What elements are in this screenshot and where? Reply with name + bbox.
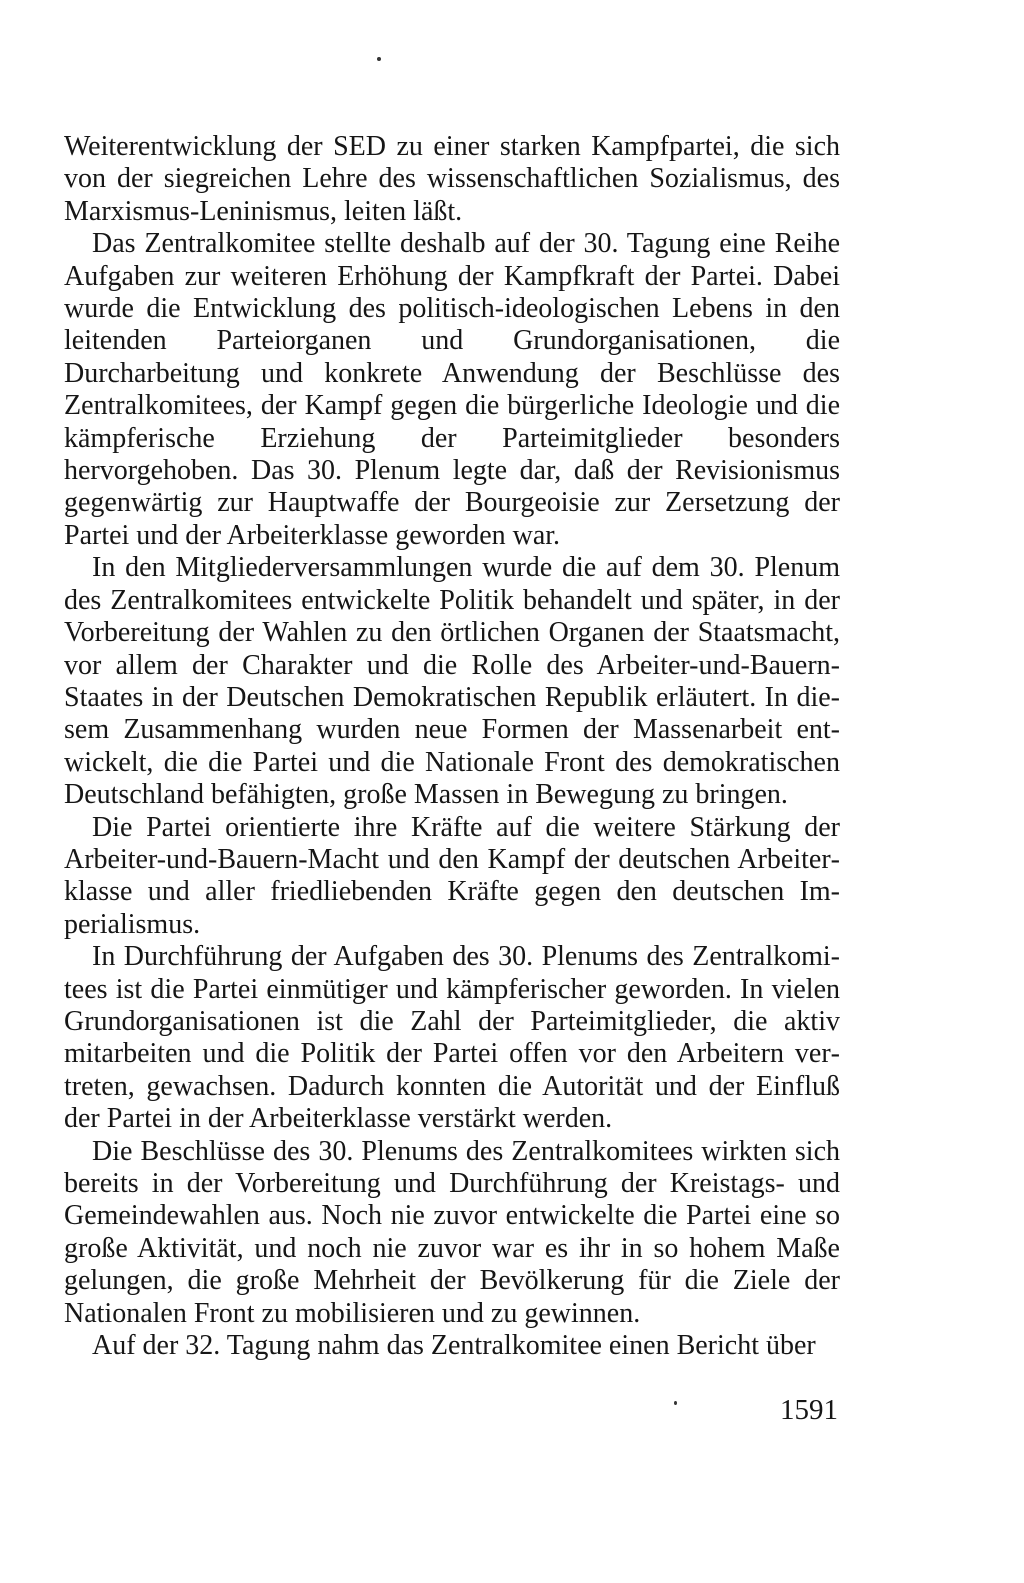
paragraph: Die Partei orientierte ihre Kräfte auf die weitere Stärkung der Arbeiter-und-Bauern-Macht und den Kampf der deutschen Arbeiterklasse und aller friedliebenden Kräfte gegen den deutschen Imperialismus. [64,811,840,940]
paragraph: In Durchführung der Aufgaben des 30. Plenums des Zentralkomitees ist die Partei einmütiger und kämpferischer geworden. In vielen Grundorganisationen ist die Zahl der Parteimitglieder, die aktiv mitarbeiten und die Politik der Partei offen vor den Arbeitern vertreten, gewachsen. Dadurch konnten die Autorität und der Einfluß der Partei in der Arbeiterklasse verstärkt werden. [64,941,840,1135]
paragraph: In den Mitgliederversammlungen wurde die auf dem 30. Plenum des Zentralkomitees entwickelte Politik behandelt und später, in der Vorbereitung der Wahlen zu den örtlichen Organen der Staatsmacht, vor allem der Charakter und die Rolle des Arbeiter-und-Bauern-Staates in der Deutschen Demokratischen Republik erläutert. In diesem Zusammenhang wurden neue Formen der Massenarbeit entwickelt, die die Partei und die Nationale Front des demokratischen Deutschland befähigten, große Massen in Bewegung zu bringen. [64,552,840,811]
paragraph: Weiterentwicklung der SED zu einer starken Kampfpartei, die sich von der siegreichen Lehre des wissenschaftlichen Sozialismus, des Marxismus-Leninismus, leiten läßt. [64,131,840,227]
print-speck [674,1401,677,1405]
paragraph: Auf der 32. Tagung nahm das Zentralkomitee einen Bericht über [92,1330,816,1362]
page-number: 1591 [780,1394,838,1426]
paragraph: Das Zentralkomitee stellte deshalb auf der 30. Tagung eine Reihe Aufgaben zur weiteren Erhöhung der Kampfkraft der Partei. Dabei wurde die Entwicklung des politisch-ideologischen Lebens in den leitenden Parteiorganen und Grundorganisationen, die Durcharbeitung und konkrete Anwendung der Beschlüsse des Zentralkomitees, der Kampf gegen die bürgerliche Ideologie und die kämpferische Erziehung der Parteimitglieder besonders hervorgehoben. Das 30. Plenum legte dar, daß der Revisionismus gegenwärtig zur Hauptwaffe der Bourgeoisie zur Zersetzung der Partei und der Arbeiterklasse geworden war. [64,228,840,551]
paragraph: Die Beschlüsse des 30. Plenums des Zentralkomitees wirkten sich bereits in der Vorbereitung und Durchführung der Kreistags- und Gemeindewahlen aus. Noch nie zuvor entwickelte die Partei eine so große Aktivität, und noch nie zuvor war es ihr in so hohem Maße gelungen, die große Mehrheit der Bevölkerung für die Ziele der Nationalen Front zu mobilisieren und zu gewinnen. [64,1135,840,1329]
print-speck [377,57,381,61]
body-text [64,131,840,1362]
